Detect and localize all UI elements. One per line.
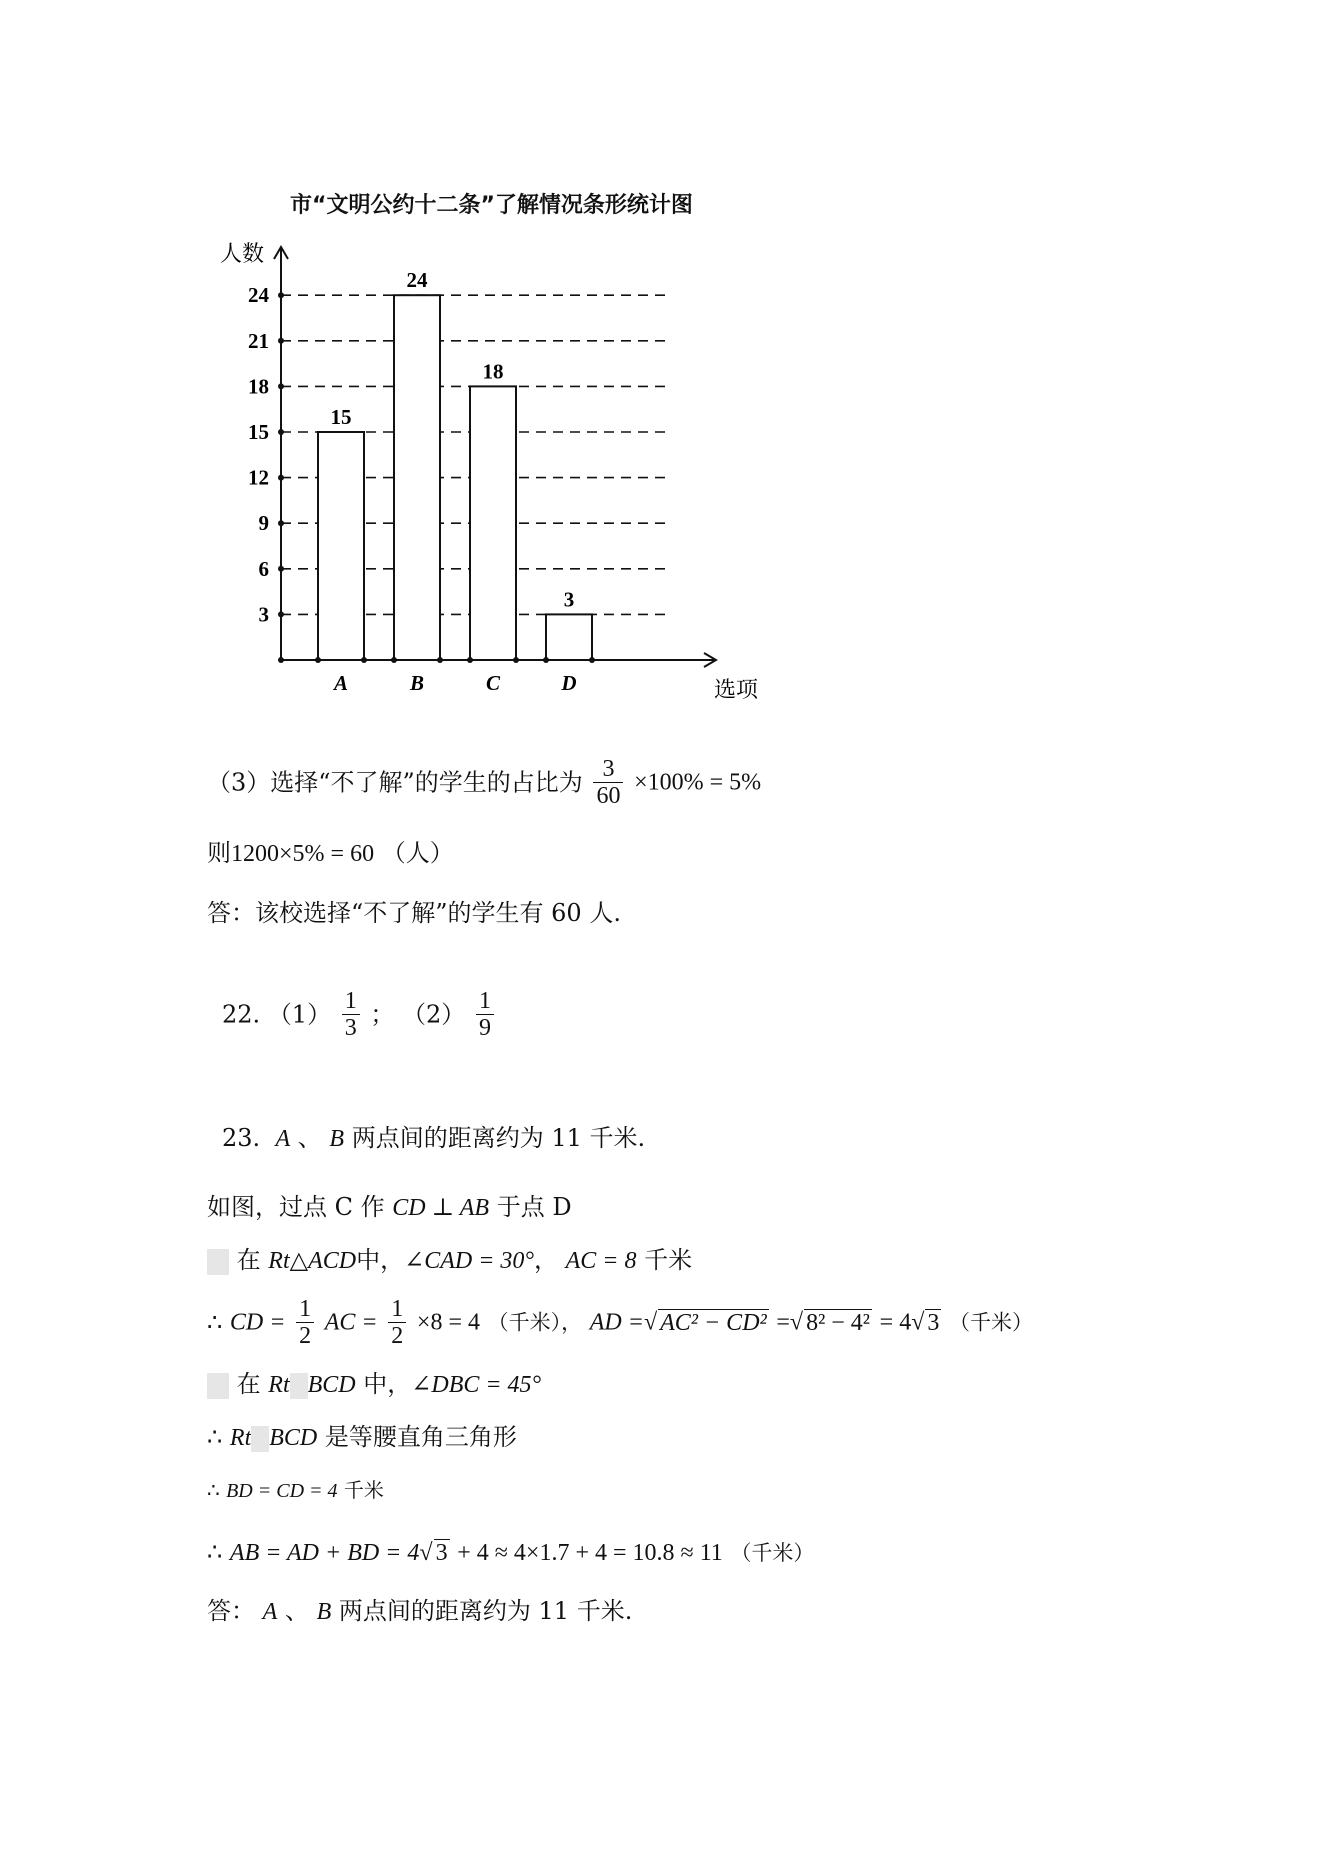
q22-p1-num: 1 — [342, 988, 360, 1015]
q23-ans-sep: 、 — [284, 1597, 309, 1625]
x-category-label-D: D — [561, 671, 577, 695]
q22-p1-fraction — [342, 988, 360, 1041]
q23-l2-pre: 在 — [236, 1246, 261, 1274]
q23-l4-rt: Rt — [268, 1372, 290, 1398]
data-labels — [331, 268, 575, 611]
q23-l6-unit: 千米 — [343, 1478, 384, 1502]
q23-l7-therefore: ∴ — [207, 1538, 223, 1566]
base-dot-C-1 — [513, 657, 519, 663]
q23-line3 — [207, 1296, 1033, 1349]
y-tick-label-24: 24 — [248, 283, 269, 308]
q23-l3-res: ×8 = 4 — [416, 1309, 480, 1336]
tick-dot-21 — [278, 338, 284, 344]
q23-line4 — [207, 1369, 541, 1400]
bar-B — [394, 295, 440, 660]
q23-l2-ac: AC = 8 — [565, 1248, 637, 1274]
tick-dot-12 — [278, 475, 284, 481]
q23-l6-math: BD = CD = 4 — [226, 1480, 338, 1502]
q21-part3-label: （3）选择“不了解”的学生的占比为 — [207, 768, 583, 797]
x-axis-label: 选项 — [714, 677, 759, 702]
data-label-A: 15 — [330, 405, 352, 429]
q23-l7-unit: （千米） — [730, 1541, 815, 1565]
q23-l2-sep: ， — [533, 1246, 558, 1274]
q23-l3-frac2-den: 2 — [391, 1323, 404, 1349]
q23-l3-eq2: = 4 — [879, 1309, 912, 1336]
q23-l2-mid: 中， — [356, 1246, 405, 1274]
q23-l3-sqrt1: AC² − CD² — [660, 1310, 767, 1336]
q23-l7-a: AB = AD + BD = 4 — [229, 1540, 420, 1566]
tick-dot-3 — [278, 611, 284, 617]
q23-l3-ad: AD = — [589, 1309, 644, 1336]
q23-line2 — [207, 1245, 692, 1276]
q21-fraction — [593, 756, 623, 809]
y-tick-labels — [248, 283, 284, 663]
data-label-C: 18 — [482, 359, 504, 384]
q23-l4-pre: 在 — [236, 1370, 261, 1398]
base-dot-C-0 — [467, 657, 473, 663]
sqrt-sign: √ — [419, 1540, 433, 1566]
q23-l3-cd: CD = — [229, 1309, 286, 1336]
q22-p2-num: 1 — [476, 988, 494, 1015]
q23-line6 — [207, 1477, 384, 1504]
x-category-label-A: A — [333, 671, 349, 695]
y-tick-label-3: 3 — [258, 602, 269, 627]
q23-l3-ac: AC = — [324, 1309, 378, 1336]
q23-ans-tail: 两点间的距离约为 11 千米. — [338, 1597, 633, 1625]
q23-l1-post: 于点 D — [496, 1193, 572, 1221]
base-dot-D-1 — [589, 657, 595, 663]
y-tick-label-6: 6 — [258, 556, 269, 581]
sqrt-sign: √ — [789, 1309, 804, 1336]
tick-dot-24 — [278, 292, 284, 298]
q21-fraction-num: 3 — [593, 756, 623, 783]
q22-sep: ； — [370, 1000, 395, 1029]
shaded-artifact — [207, 1249, 229, 1275]
q23-l7-sqrt: 3 — [435, 1540, 448, 1566]
q21-answer: 答：该校选择“不了解”的学生有 60 人. — [207, 899, 621, 927]
base-dot-D-0 — [543, 657, 549, 663]
q23-number: 23. — [222, 1124, 261, 1152]
q23-answer — [207, 1596, 632, 1627]
q23-line1 — [207, 1192, 572, 1223]
q23-l6-therefore: ∴ — [207, 1478, 220, 1502]
y-tick-label-9: 9 — [258, 511, 269, 536]
q23-l5-tail: 是等腰直角三角形 — [324, 1423, 517, 1451]
tick-dot-6 — [278, 566, 284, 572]
q21-line2 — [207, 838, 454, 869]
q22-number: 22. — [222, 1000, 261, 1029]
bar-A — [318, 432, 364, 660]
q23-point-a: A — [275, 1126, 291, 1152]
q22-p1-label: （1） — [267, 1000, 332, 1029]
q23-l3-frac1-num: 1 — [296, 1296, 314, 1323]
q23-l3-frac1 — [296, 1296, 314, 1349]
chart-title: 市“文明公约十二条”了解情况条形统计图 — [290, 193, 693, 218]
q23-l3-sqrt2: 8² − 4² — [806, 1310, 871, 1336]
q23-l4-bcd: BCD — [307, 1372, 356, 1398]
x-category-label-C: C — [485, 671, 501, 695]
q23-l3-frac1-den: 2 — [299, 1323, 312, 1349]
q23-l7-b: + 4 ≈ 4×1.7 + 4 = 10.8 ≈ 11 — [457, 1540, 723, 1566]
q23-l3-unit: （千米）， — [487, 1310, 583, 1335]
y-tick-label-15: 15 — [248, 420, 269, 444]
tick-dot-15 — [278, 429, 284, 435]
bar-C — [470, 386, 516, 660]
q22-p2-den: 9 — [478, 1015, 491, 1041]
x-category-labels — [315, 657, 595, 695]
q21-line2-unit: （人） — [381, 839, 454, 867]
sqrt-sign: √ — [911, 1309, 925, 1336]
q23-l5-bcd: BCD — [269, 1425, 318, 1451]
q23-line7 — [207, 1537, 814, 1568]
q23-ans-point-b: B — [316, 1599, 332, 1625]
q23-sep: 、 — [297, 1124, 322, 1152]
y-axis-label: 人数 — [220, 241, 265, 266]
base-dot-A-1 — [361, 657, 367, 663]
q23-l2-unit: 千米 — [644, 1246, 693, 1274]
q23-line5 — [207, 1422, 517, 1453]
q22-p2-label: （2） — [402, 1000, 466, 1029]
y-tick-label-18: 18 — [248, 374, 269, 399]
q21-fraction-den: 60 — [596, 783, 621, 809]
q23-l3-frac2-num: 1 — [388, 1296, 406, 1323]
q23-l4-mid: 中， — [363, 1370, 412, 1398]
q23-l1-pre: 如图，过点 C 作 — [207, 1193, 385, 1221]
y-tick-label-21: 21 — [248, 328, 269, 353]
q23-heading — [222, 1123, 645, 1154]
q21-line2-prefix: 则 — [207, 839, 231, 867]
bar-chart — [200, 235, 760, 755]
q22-line — [222, 988, 497, 1041]
origin-dot — [278, 657, 284, 663]
sqrt-sign: √ — [643, 1309, 658, 1336]
base-dot-A-0 — [315, 657, 321, 663]
q23-l4-angle: ∠DBC = 45° — [411, 1372, 542, 1398]
q23-l3-eq: = — [776, 1309, 790, 1336]
y-tick-label-12: 12 — [248, 465, 269, 490]
q23-ans-point-a: A — [262, 1599, 278, 1625]
tick-dot-9 — [278, 520, 284, 526]
q23-l3-unit2: （千米） — [949, 1310, 1034, 1335]
q23-l3-sqrt3: 3 — [927, 1310, 940, 1336]
q21-part3-line — [207, 756, 761, 809]
q23-l3-frac2 — [388, 1296, 406, 1349]
q23-l2-triangle: Rt△ACD — [268, 1248, 357, 1274]
data-label-D: 3 — [563, 587, 575, 612]
q23-l1-math: CD ⊥ AB — [392, 1195, 490, 1221]
q23-point-b: B — [329, 1126, 345, 1152]
base-dot-B-1 — [437, 657, 443, 663]
bar-D — [546, 614, 592, 660]
data-label-B: 24 — [406, 268, 428, 293]
shaded-artifact — [251, 1426, 269, 1452]
shaded-artifact — [290, 1373, 308, 1399]
base-dot-B-0 — [391, 657, 397, 663]
q23-l5-therefore: ∴ — [207, 1423, 223, 1451]
q22-p2-fraction — [476, 988, 494, 1041]
x-category-label-B: B — [409, 671, 425, 695]
tick-dot-18 — [278, 383, 284, 389]
q22-p1-den: 3 — [344, 1015, 357, 1041]
q21-part3-tail: ×100% = 5% — [634, 769, 762, 796]
q23-heading-tail: 两点间的距离约为 11 千米. — [351, 1124, 646, 1152]
shaded-artifact — [207, 1373, 229, 1399]
q21-line2-math: 1200×5% = 60 — [231, 841, 375, 867]
q23-l3-therefore: ∴ — [207, 1308, 223, 1337]
q23-l5-rt: Rt — [229, 1425, 252, 1451]
q23-l2-angle: ∠CAD = 30° — [404, 1248, 534, 1274]
q23-ans-pre: 答： — [207, 1597, 255, 1625]
